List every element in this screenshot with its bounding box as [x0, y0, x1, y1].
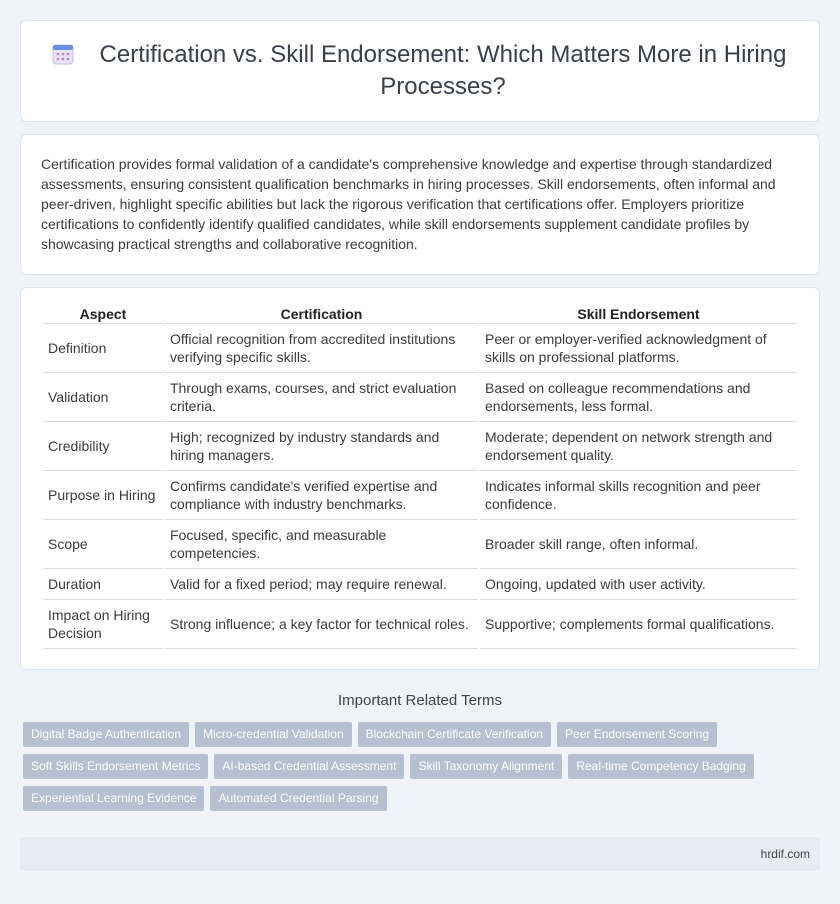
comparison-card: [20, 287, 820, 670]
table-row: [43, 471, 797, 520]
certification-cell: Focused, specific, and measurable competencies.: [165, 520, 478, 569]
related-term-tag[interactable]: Peer Endorsement Scoring: [557, 722, 717, 747]
table-row: [43, 422, 797, 471]
certification-cell: Through exams, courses, and strict evaluation criteria.: [165, 373, 478, 422]
related-term-tag[interactable]: Experiential Learning Evidence: [23, 786, 204, 811]
table-row: [43, 373, 797, 422]
endorsement-cell: Based on colleague recommendations and endorsements, less formal.: [480, 373, 797, 422]
page-title: Certification vs. Skill Endorsement: Which Matters More in Hiring Processes?: [99, 41, 787, 100]
calendar-icon: [51, 42, 75, 66]
aspect-cell: Validation: [43, 373, 163, 422]
related-term-tag[interactable]: Automated Credential Parsing: [210, 786, 386, 811]
header-skill-endorsement: Skill Endorsement: [480, 303, 797, 324]
related-term-tag[interactable]: Digital Badge Authentication: [23, 722, 189, 747]
related-term-tag[interactable]: Soft Skills Endorsement Metrics: [23, 754, 208, 779]
aspect-cell: Impact on Hiring Decision: [43, 600, 163, 649]
related-term-tag[interactable]: Blockchain Certificate Verification: [358, 722, 551, 747]
endorsement-cell: Broader skill range, often informal.: [480, 520, 797, 569]
aspect-cell: Credibility: [43, 422, 163, 471]
endorsement-cell: Supportive; complements formal qualifications.: [480, 600, 797, 649]
intro-card: [20, 134, 820, 275]
table-row: [43, 569, 797, 600]
footer-site-link[interactable]: hrdif.com: [760, 847, 810, 861]
comparison-table: [41, 303, 799, 649]
aspect-cell: Definition: [43, 324, 163, 373]
related-term-tag[interactable]: Micro-credential Validation: [195, 722, 352, 747]
certification-cell: Valid for a fixed period; may require renewal.: [165, 569, 478, 600]
endorsement-cell: Indicates informal skills recognition and peer confidence.: [480, 471, 797, 520]
related-term-tag[interactable]: Skill Taxonomy Alignment: [410, 754, 562, 779]
related-term-tag[interactable]: AI-based Credential Assessment: [214, 754, 404, 779]
certification-cell: Official recognition from accredited institutions verifying specific skills.: [165, 324, 478, 373]
intro-text: Certification provides formal validation of a candidate's comprehensive knowledge and expertise through standardized assessments, ensuring consistent qualification benchmarks in hiring processes. Skill endorsements, often informal and peer-driven, highlight specific abilities but lack the rigorous verification that certifications offer. Employers prioritize certifications to confidently identify qualified candidates, while skill endorsements supplement candidate profiles by showcasing practical strengths and collaborative recognition.: [41, 156, 776, 252]
related-terms-title: Important Related Terms: [338, 692, 502, 709]
aspect-cell: Duration: [43, 569, 163, 600]
endorsement-cell: Moderate; dependent on network strength and endorsement quality.: [480, 422, 797, 471]
aspect-cell: Scope: [43, 520, 163, 569]
footer: [20, 837, 820, 871]
table-row: [43, 600, 797, 649]
title-card: [20, 20, 820, 122]
related-term-tag[interactable]: Real-time Competency Badging: [568, 754, 753, 779]
header-certification: Certification: [165, 303, 478, 324]
table-row: [43, 520, 797, 569]
table-header-row: [43, 303, 797, 324]
endorsement-cell: Ongoing, updated with user activity.: [480, 569, 797, 600]
aspect-cell: Purpose in Hiring: [43, 471, 163, 520]
table-row: [43, 324, 797, 373]
header-aspect: Aspect: [43, 303, 163, 324]
certification-cell: Confirms candidate's verified expertise and compliance with industry benchmarks.: [165, 471, 478, 520]
endorsement-cell: Peer or employer-verified acknowledgment of skills on professional platforms.: [480, 324, 797, 373]
certification-cell: Strong influence; a key factor for technical roles.: [165, 600, 478, 649]
certification-cell: High; recognized by industry standards and hiring managers.: [165, 422, 478, 471]
related-terms-list: [20, 722, 820, 818]
